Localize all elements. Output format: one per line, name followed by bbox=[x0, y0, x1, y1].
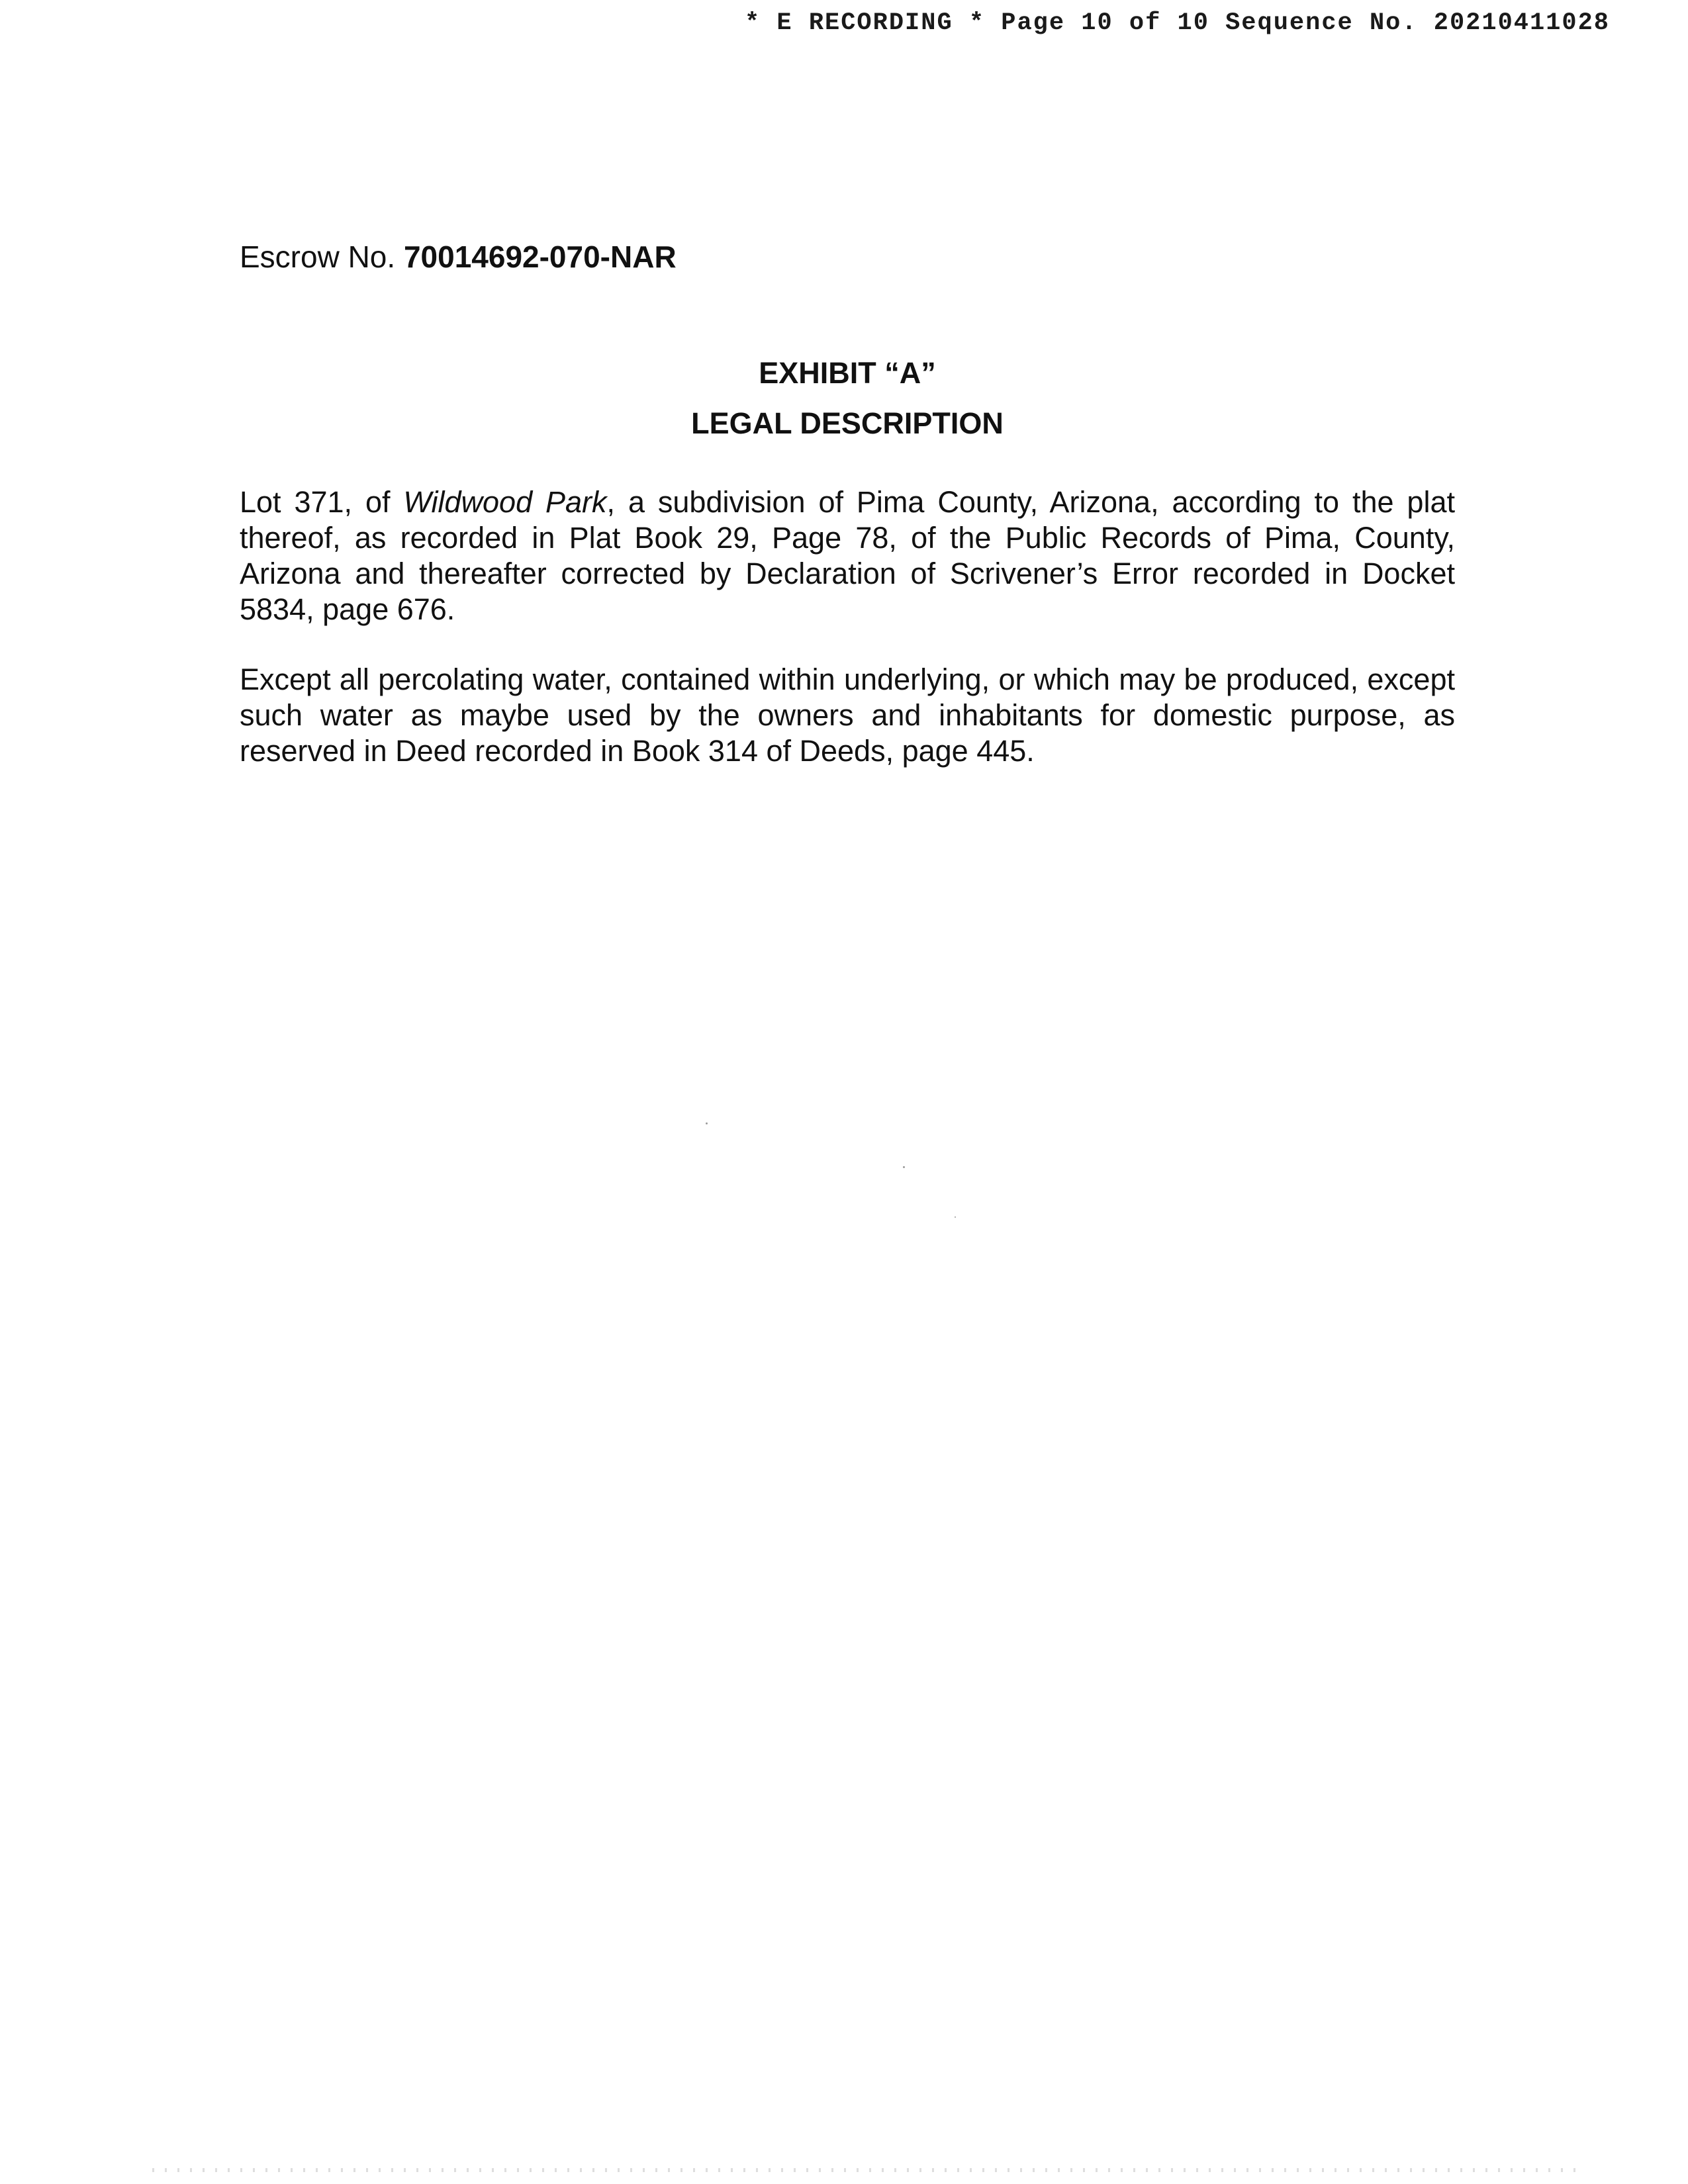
paragraph-prefix: Lot 371, of bbox=[240, 485, 404, 519]
legal-description-paragraph bbox=[240, 484, 1455, 627]
subdivision-name: Wildwood Park bbox=[403, 485, 607, 519]
water-rights-exception-paragraph: Except all percolating water, contained within underlying, or which may be produced, except such water as maybe used by the owners and inhabitants for domestic purpose, as reserved in Deed recorded in Book 314 of Deeds, page 445. bbox=[240, 662, 1455, 768]
paragraph-rest: , a subdivision of Pima County, Arizona, according to the plat thereof, as recorded in Plat Book 29, Page 78, of the Public Records of Pima, County, Arizona and thereafter corrected by Declaration of Scrivener’s Error recorded in Docket 5834, page 676. bbox=[240, 485, 1455, 626]
scan-speck bbox=[955, 1216, 956, 1218]
escrow-label: Escrow No. bbox=[240, 240, 404, 274]
exhibit-title: EXHIBIT “A” bbox=[759, 356, 936, 390]
recording-stamp: * E RECORDING * Page 10 of 10 Sequence No. 20210411028 bbox=[745, 9, 1610, 37]
scan-speck bbox=[706, 1122, 708, 1124]
scan-edge-noise bbox=[152, 2168, 1582, 2172]
escrow-number: 70014692-070-NAR bbox=[403, 240, 677, 274]
document-body bbox=[240, 238, 1455, 769]
escrow-line bbox=[240, 238, 1455, 275]
scan-speck bbox=[903, 1166, 905, 1168]
legal-description-title: LEGAL DESCRIPTION bbox=[691, 406, 1004, 440]
